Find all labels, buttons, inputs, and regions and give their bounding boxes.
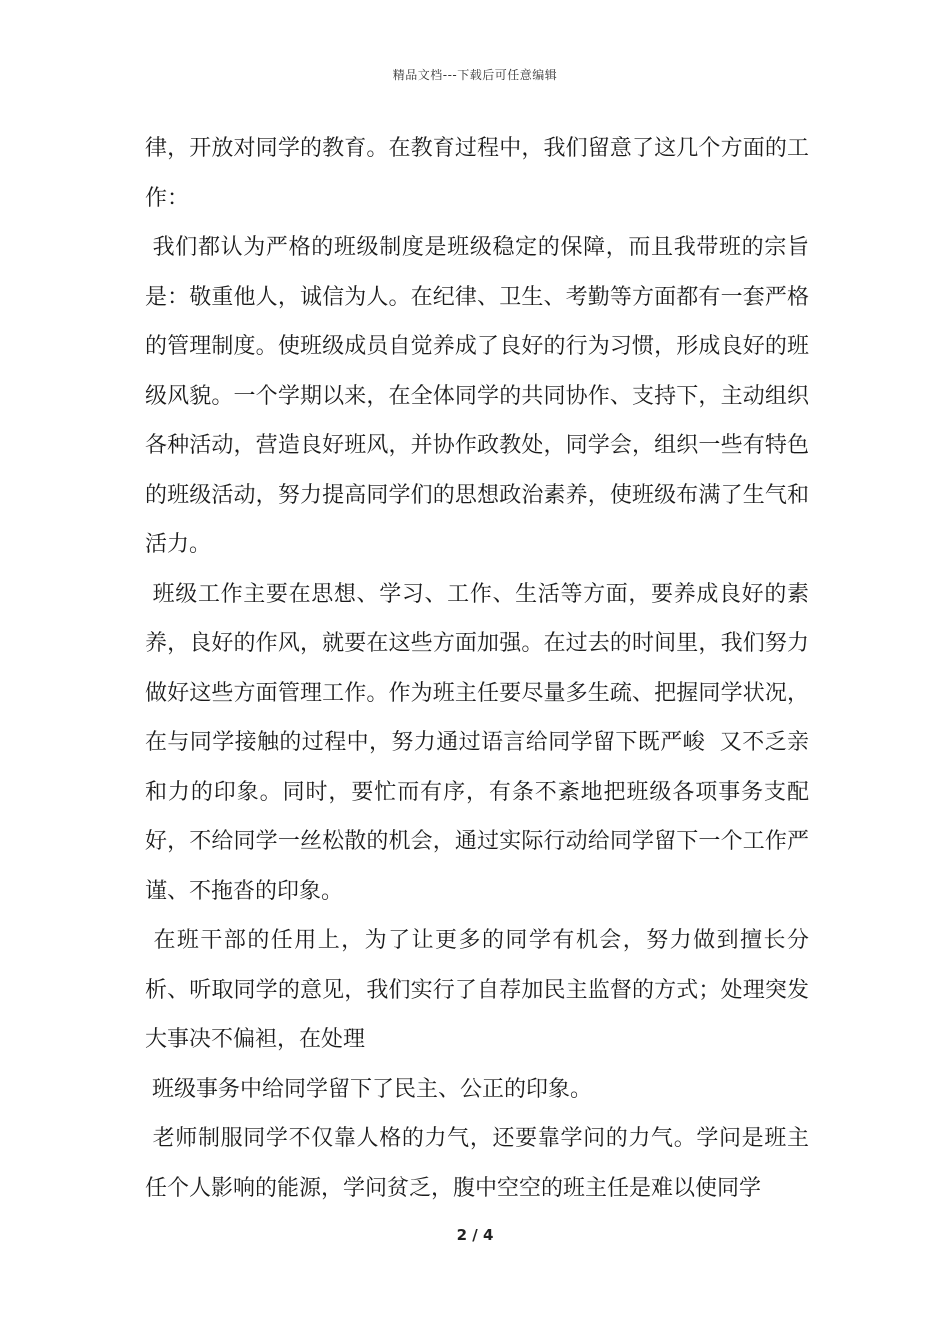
page-header: 精品文档---下载后可任意编辑 xyxy=(392,68,558,82)
paragraph-4: 在班干部的任用上，为了让更多的同学有机会，努力做到擅长分析、听取同学的意见，我们实行了自荐加民主监督的方式；处理突发大事决不偏袒，在处理 xyxy=(145,928,809,1052)
document-body xyxy=(145,124,809,1213)
paragraph-3: 班级工作主要在思想、学习、工作、生活等方面，要养成良好的素养，良好的作风，就要在这些方面加强。在过去的时间里，我们努力做好这些方面管理工作。作为班主任要尽量多生疏、把握同学状况，在与同学接触的过程中，努力通过语言给同学留下既严峻 又不乏亲和力的印象。同时，要忙而有序，有条不紊地把班级各项事务支配好，不给同学一丝松散的机会，通过实际行动给同学留下一个工作严谨、不拖沓的印象。 xyxy=(145,581,809,904)
paragraph-2: 我们都认为严格的班级制度是班级稳定的保障，而且我带班的宗旨是：敬重他人，诚信为人。在纪律、卫生、考勤等方面都有一套严格的管理制度。使班级成员自觉养成了良好的行为习惯，形成良好的班级风貌。一个学期以来，在全体同学的共同协作、支持下，主动组织各种活动，营造良好班风，并协作政教处，同学会，组织一些有特色的班级活动，努力提高同学们的思想政治素养，使班级布满了生气和活力。 xyxy=(145,235,809,557)
paragraph-5: 班级事务中给同学留下了民主、公正的印象。 xyxy=(145,1076,593,1102)
paragraph-6: 老师制服同学不仅靠人格的力气，还要靠学问的力气。学问是班主任个人影响的能源，学问贫乏，腹中空空的班主任是难以使同学 xyxy=(145,1126,809,1201)
paragraph-1: 律，开放对同学的教育。在教育过程中，我们留意了这几个方面的工作： xyxy=(145,136,809,211)
page-number: 2 / 4 xyxy=(456,1226,494,1244)
